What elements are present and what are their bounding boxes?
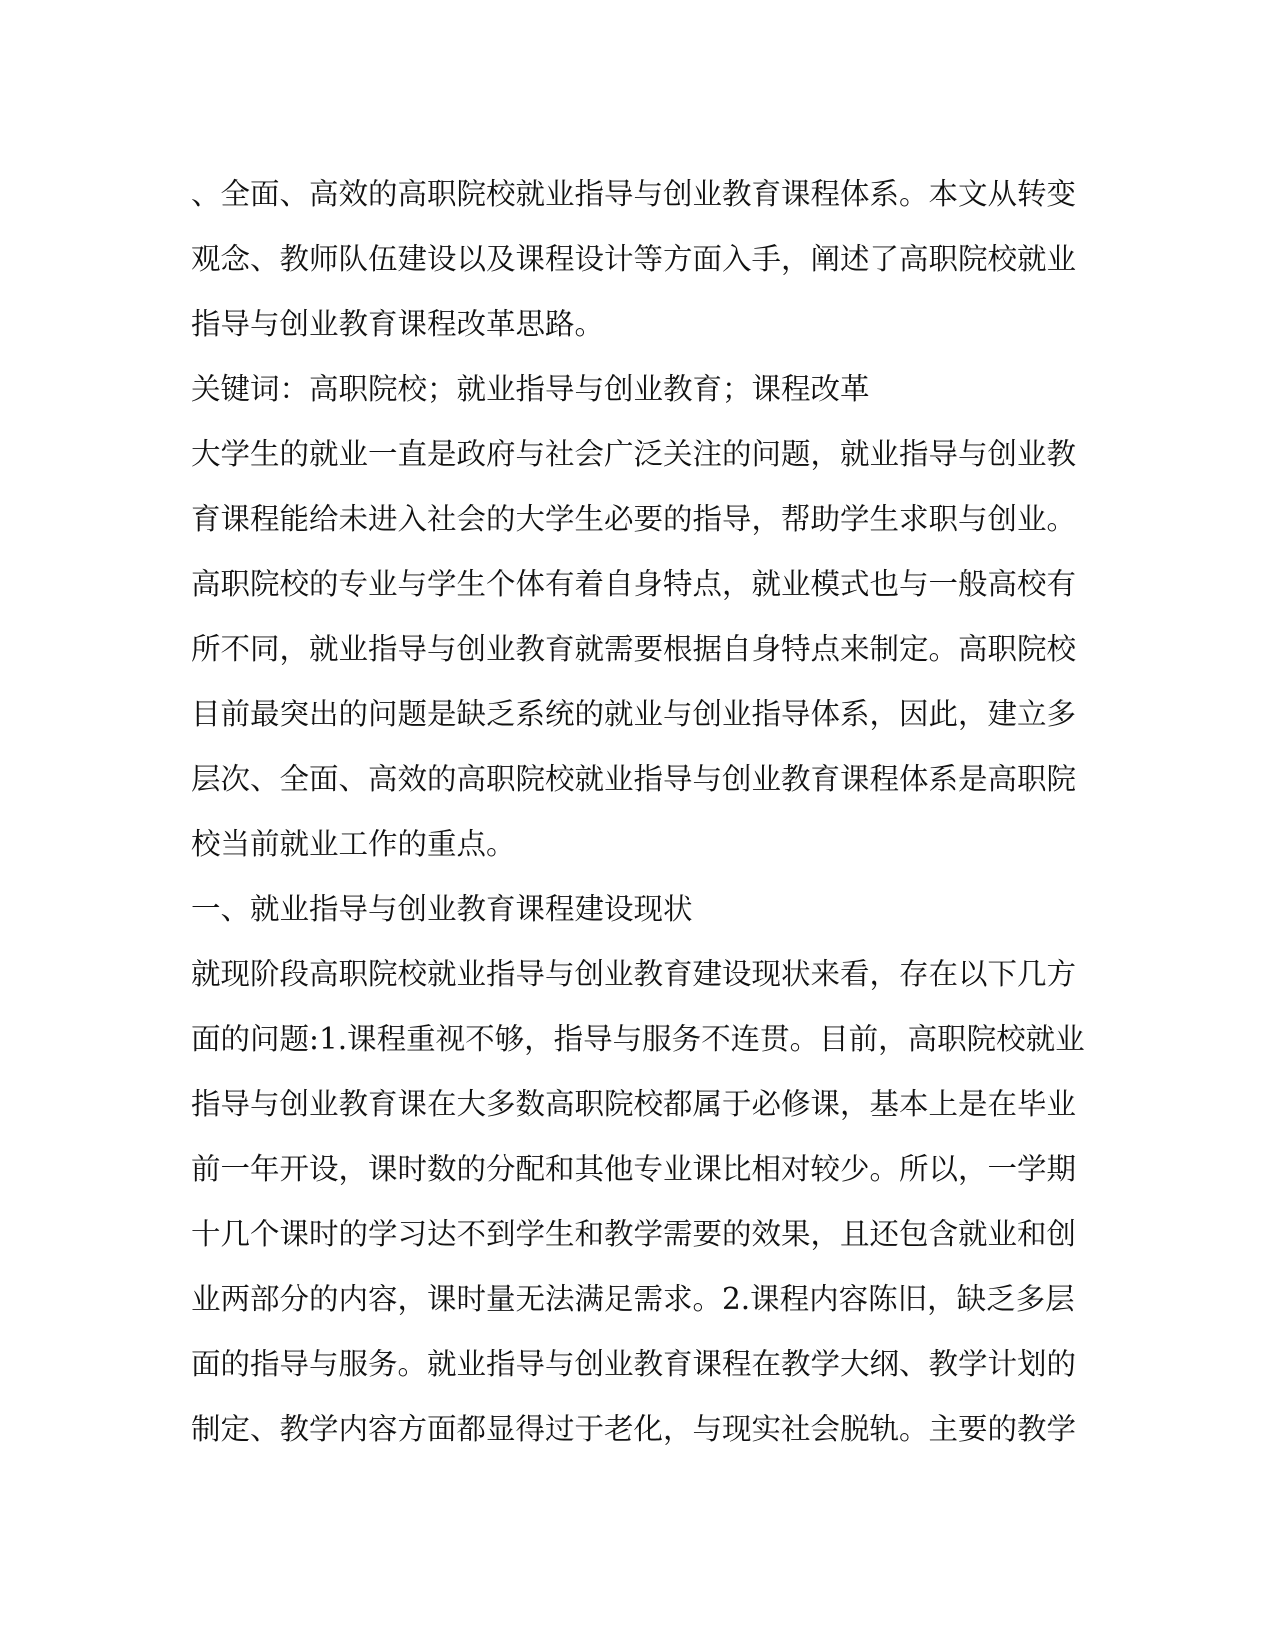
text-line: 前一年开设，课时数的分配和其他专业课比相对较少。所以，一学期	[191, 1152, 1077, 1186]
text-line: 指导与创业教育课程改革思路。	[191, 307, 605, 341]
text-line: 十几个课时的学习达不到学生和教学需要的效果，且还包含就业和创	[191, 1217, 1077, 1251]
text-line: 观念、教师队伍建设以及课程设计等方面入手，阐述了高职院校就业	[191, 242, 1077, 276]
text-line: 层次、全面、高效的高职院校就业指导与创业教育课程体系是高职院	[191, 762, 1077, 796]
keywords-line: 关键词：高职院校；就业指导与创业教育；课程改革	[191, 372, 870, 406]
body-text	[191, 162, 1091, 1462]
text-line: 面的指导与服务。就业指导与创业教育课程在教学大纲、教学计划的	[191, 1347, 1077, 1381]
text-line: 制定、教学内容方面都显得过于老化，与现实社会脱轨。主要的教学	[191, 1412, 1077, 1446]
text-line: 校当前就业工作的重点。	[191, 827, 516, 861]
text-line: 育课程能给未进入社会的大学生必要的指导，帮助学生求职与创业。	[191, 502, 1077, 536]
text-line: 业两部分的内容，课时量无法满足需求。2.课程内容陈旧，缺乏多层	[191, 1282, 1075, 1316]
text-line: 、全面、高效的高职院校就业指导与创业教育课程体系。本文从转变	[191, 177, 1077, 211]
section-heading: 一、就业指导与创业教育课程建设现状	[191, 892, 693, 926]
text-line: 大学生的就业一直是政府与社会广泛关注的问题，就业指导与创业教	[191, 437, 1077, 471]
text-line: 就现阶段高职院校就业指导与创业教育建设现状来看，存在以下几方	[191, 957, 1077, 991]
text-line: 指导与创业教育课在大多数高职院校都属于必修课，基本上是在毕业	[191, 1087, 1077, 1121]
text-line: 高职院校的专业与学生个体有着自身特点，就业模式也与一般高校有	[191, 567, 1077, 601]
text-line: 目前最突出的问题是缺乏系统的就业与创业指导体系，因此，建立多	[191, 697, 1077, 731]
text-line: 所不同，就业指导与创业教育就需要根据自身特点来制定。高职院校	[191, 632, 1077, 666]
text-line: 面的问题:1.课程重视不够，指导与服务不连贯。目前，高职院校就业	[191, 1022, 1085, 1056]
